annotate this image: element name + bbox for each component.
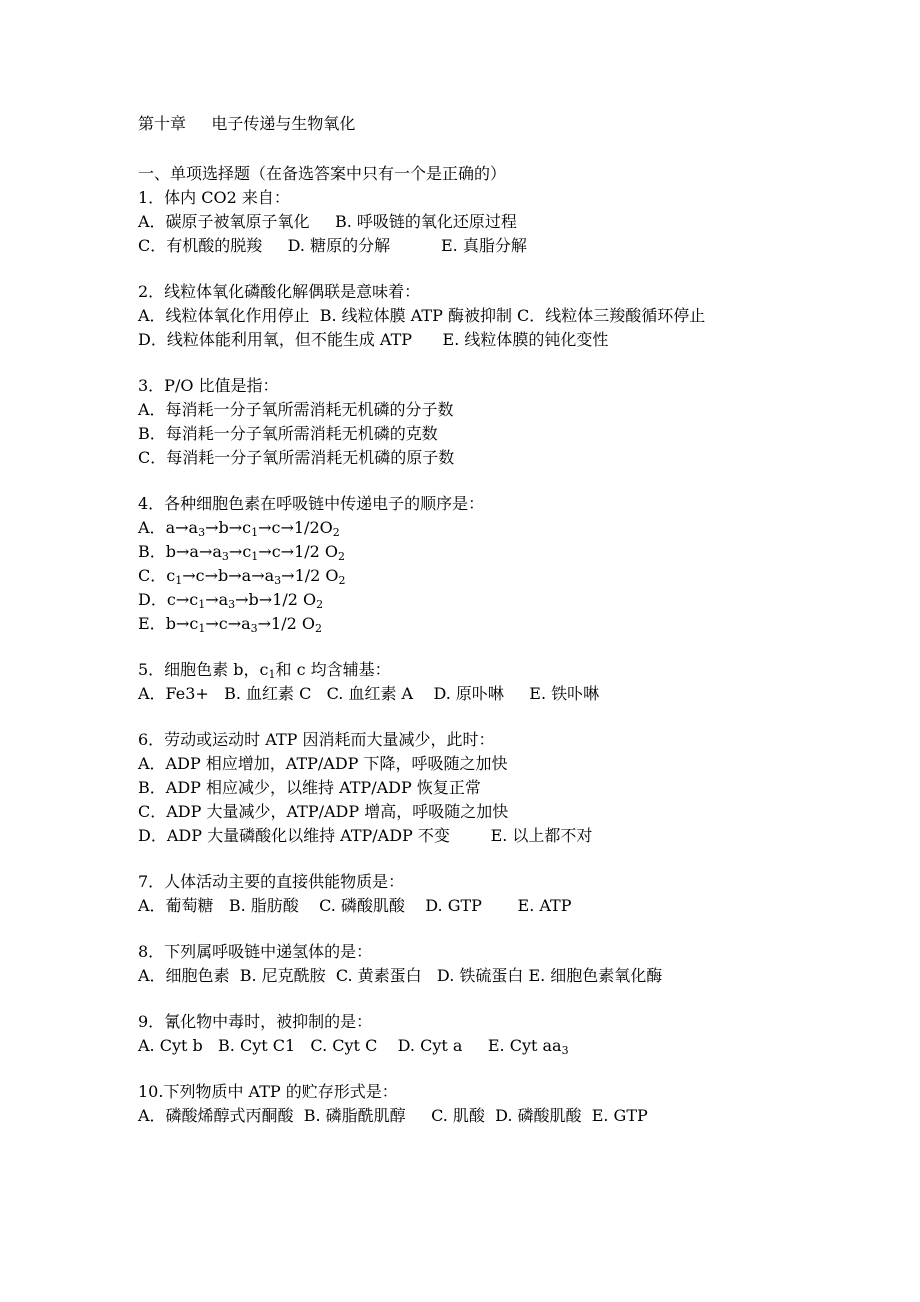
arrow: → [182, 566, 196, 585]
subscript: 3 [250, 622, 258, 635]
subscript: 1 [251, 526, 259, 539]
option-text: A. Cyt b B. Cyt C1 C. Cyt C D. Cyt a E. Cyt aa [138, 1036, 562, 1055]
question-stem: 2．线粒体氧化磷酸化解偶联是意味着： [138, 282, 421, 301]
question-stem: 3．P/O 比值是指： [138, 376, 279, 395]
question-9 [138, 1010, 818, 1058]
subscript: 2 [338, 550, 346, 563]
question-6 [138, 728, 818, 848]
arrow: → [251, 566, 265, 585]
arrow: → [228, 566, 242, 585]
arrow: → [175, 590, 190, 609]
arrow: → [235, 590, 249, 609]
option-label: C． [138, 566, 167, 585]
sequence-token: b [218, 518, 229, 537]
option-line: A．Fe3+ B. 血红素 C C. 血红素 A D. 原卟啉 E. 铁卟啉 [138, 684, 600, 703]
arrow: → [281, 566, 295, 585]
question-stem: 6．劳动或运动时 ATP 因消耗而大量减少，此时： [138, 730, 495, 749]
stem-text: 和 c 均含辅基： [275, 660, 391, 679]
sequence-token: a [264, 566, 275, 585]
sequence-token: a [212, 542, 222, 561]
question-5 [138, 658, 818, 706]
question-stem: 8．下列属呼吸链中递氢体的是： [138, 942, 373, 961]
question-1 [138, 186, 818, 258]
arrow: → [175, 614, 190, 633]
subscript: 3 [198, 526, 206, 539]
section-heading: 一、单项选择题（在备选答案中只有一个是正确的） [138, 164, 507, 183]
option-label: D． [138, 590, 167, 609]
document-page [138, 112, 818, 1128]
sequence-token: c [242, 542, 252, 561]
sequence-token: a [218, 590, 229, 609]
option-line: A．线粒体氧化作用停止 B. 线粒体膜 ATP 酶被抑制 C．线粒体三羧酸循环停止 [138, 306, 706, 325]
option-label: A． [138, 518, 166, 537]
subscript: 3 [221, 550, 229, 563]
sequence-token: c [218, 614, 228, 633]
sequence-token: c [242, 518, 252, 537]
option-line: A．细胞色素 B. 尼克酰胺 C. 黄素蛋白 D. 铁硫蛋白 E. 细胞色素氧化酶 [138, 966, 663, 985]
subscript: 1 [198, 598, 206, 611]
option-line [138, 1034, 818, 1058]
option-line [138, 516, 818, 540]
question-8 [138, 940, 818, 988]
option-line [138, 588, 818, 612]
option-line: A．每消耗一分子氧所需消耗无机磷的分子数 [138, 400, 454, 419]
sequence-token: c [195, 566, 205, 585]
question-stem [138, 658, 818, 682]
arrow: → [258, 590, 273, 609]
question-4 [138, 492, 818, 636]
option-line: B．ADP 相应减少，以维持 ATP/ADP 恢复正常 [138, 778, 481, 797]
arrow: → [228, 542, 243, 561]
arrow: → [258, 542, 272, 561]
question-stem: 7．人体活动主要的直接供能物质是： [138, 872, 405, 891]
sequence-token: 1/2 O [294, 542, 339, 561]
option-line: B．每消耗一分子氧所需消耗无机磷的克数 [138, 424, 438, 443]
arrow: → [257, 614, 272, 633]
subscript: 1 [198, 622, 206, 635]
sequence-token: b [165, 614, 176, 633]
sequence-token: a [241, 614, 251, 633]
option-line: D．线粒体能利用氧，但不能生成 ATP E. 线粒体膜的钝化变性 [138, 330, 609, 349]
sequence-token: b [218, 566, 229, 585]
question-3 [138, 374, 818, 470]
sequence-token: b [248, 590, 259, 609]
subscript: 3 [561, 1044, 569, 1057]
subscript: 3 [228, 598, 236, 611]
option-line: C．每消耗一分子氧所需消耗无机磷的原子数 [138, 448, 455, 467]
sequence-token: c [271, 518, 281, 537]
chapter-title: 第十章 电子传递与生物氧化 [138, 114, 356, 133]
sequence-token: b [165, 542, 177, 561]
sequence-token: c [271, 542, 281, 561]
sequence-token: c [166, 590, 176, 609]
subscript: 2 [338, 574, 346, 587]
question-stem: 10.下列物质中 ATP 的贮存形式是： [138, 1082, 398, 1101]
sequence-token: a [241, 566, 252, 585]
sequence-token: a [189, 542, 199, 561]
arrow: → [205, 518, 219, 537]
subscript: 2 [316, 598, 324, 611]
option-line [138, 612, 818, 636]
arrow: → [205, 590, 219, 609]
sequence-token: c [166, 566, 176, 585]
arrow: → [176, 542, 190, 561]
subscript: 3 [274, 574, 282, 587]
option-line: A．ADP 相应增加，ATP/ADP 下降，呼吸随之加快 [138, 754, 508, 773]
arrow: → [204, 566, 218, 585]
sequence-token: 1/2 O [272, 590, 317, 609]
question-stem: 4．各种细胞色素在呼吸链中传递电子的顺序是： [138, 494, 485, 513]
option-line: A．碳原子被氧原子氧化 B. 呼吸链的氧化还原过程 [138, 212, 517, 231]
subscript: 1 [175, 574, 183, 587]
arrow: → [258, 518, 272, 537]
subscript: 2 [332, 526, 340, 539]
option-line: C．有机酸的脱羧 D. 糖原的分解 E. 真脂分解 [138, 236, 527, 255]
question-2 [138, 280, 818, 352]
arrow: → [227, 614, 242, 633]
subscript: 1 [268, 668, 276, 681]
sequence-token: 1/2 O [271, 614, 315, 633]
arrow: → [280, 518, 294, 537]
question-stem: 1．体内 CO2 来自： [138, 188, 290, 207]
sequence-token: a [165, 518, 176, 537]
option-line: A．葡萄糖 B. 脂肪酸 C. 磷酸肌酸 D. GTP E. ATP [138, 896, 572, 915]
sequence-token: a [188, 518, 199, 537]
stem-text: 5．细胞色素 b，c [138, 660, 269, 679]
option-line: A．磷酸烯醇式丙酮酸 B. 磷脂酰肌醇 C. 肌酸 D. 磷酸肌酸 E. GTP [138, 1106, 648, 1125]
subscript: 2 [315, 622, 322, 635]
option-label: E． [138, 614, 166, 633]
option-line: C．ADP 大量减少，ATP/ADP 增高，呼吸随之加快 [138, 802, 509, 821]
sequence-token: 1/2 O [294, 566, 339, 585]
question-10 [138, 1080, 818, 1128]
subscript: 1 [251, 550, 259, 563]
arrow: → [175, 518, 189, 537]
arrow: → [205, 614, 219, 633]
sequence-token: c [189, 590, 199, 609]
option-line [138, 540, 818, 564]
question-stem: 9．氰化物中毒时，被抑制的是： [138, 1012, 373, 1031]
option-label: B． [138, 542, 166, 561]
sequence-token: 1/2O [293, 518, 333, 537]
sequence-token: c [189, 614, 199, 633]
option-line [138, 564, 818, 588]
question-7 [138, 870, 818, 918]
arrow: → [280, 542, 295, 561]
arrow: → [228, 518, 243, 537]
option-line: D．ADP 大量磷酸化以维持 ATP/ADP 不变 E. 以上都不对 [138, 826, 593, 845]
arrow: → [198, 542, 213, 561]
